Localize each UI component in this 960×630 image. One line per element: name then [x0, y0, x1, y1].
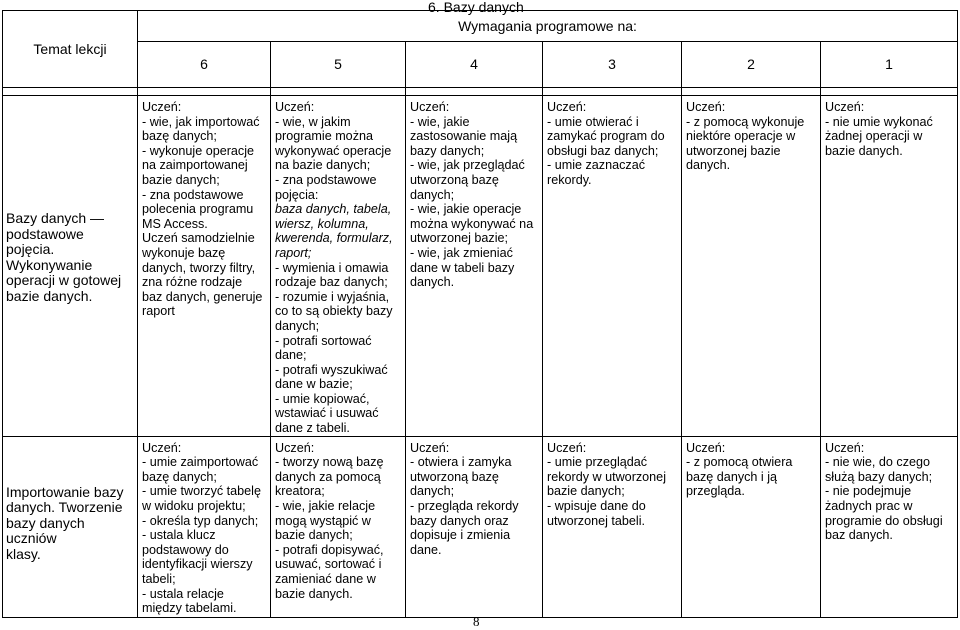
student-label: Uczeń: [275, 100, 315, 114]
requirement-cell [138, 436, 271, 617]
topic-line: klasy. [6, 546, 41, 563]
requirement-line: - umie otwierać i zamykać program do obsługi baz danych; [547, 114, 665, 158]
requirement-line: - ustala klucz podstawowy do identyfikacji wierszy tabeli; [142, 528, 253, 586]
requirement-line: - wie, jakie zastosowanie mają bazy danych; [410, 114, 518, 158]
requirement-text [682, 96, 820, 173]
student-label: Uczeń: [686, 100, 726, 114]
requirement-line: - potrafi dopisywać, usuwać, sortować i zamieniać dane w bazie danych. [275, 542, 384, 601]
requirement-line: - tworzy nową bazę danych za pomocą kreatora; [275, 455, 384, 499]
level-6-header: 6 [138, 41, 271, 87]
spacer-cell [821, 88, 958, 96]
requirement-text [138, 96, 270, 319]
spacer-cell [406, 88, 543, 96]
requirement-line: - umie zaimportować bazę danych; [142, 455, 259, 484]
topic-line: Bazy danych — [6, 210, 105, 226]
requirement-line: - nie wie, do czego służą bazy danych; [825, 455, 933, 484]
requirement-line: - otwiera i zamyka utworzoną bazę danych; [410, 455, 512, 499]
requirement-cell [543, 96, 682, 437]
topic-line: danych. Tworzenie [6, 499, 123, 516]
student-label: Uczeń: [410, 440, 450, 455]
requirement-line: - wie, jak przeglądać utworzoną bazę danych; [410, 158, 525, 202]
requirement-line: - nie umie wykonać żadnej operacji w bazie danych. [825, 114, 933, 158]
requirement-text [821, 437, 957, 543]
requirement-line: - umie przeglądać rekordy w utworzonej bazie danych; [547, 455, 666, 499]
requirement-line: - wymienia i omawia rodzaje baz danych; [275, 260, 389, 290]
student-label: Uczeń: [547, 100, 587, 114]
topic-line: Wykonywanie [6, 256, 93, 273]
requirement-line: Uczeń samodzielnie wykonuje bazę danych, tworzy filtry, zna różne rodzaje baz danych, generuje raport [142, 231, 263, 319]
topic-cell [3, 96, 138, 437]
topic-header: Temat lekcji [3, 11, 138, 88]
requirement-cell [406, 96, 543, 437]
level-4-header: 4 [406, 41, 543, 87]
requirement-line: - przegląda rekordy bazy danych oraz dopisuje i zmienia dane. [410, 499, 519, 557]
level-2-header: 2 [682, 41, 821, 87]
requirement-cell [821, 96, 958, 437]
level-3-header: 3 [543, 41, 682, 87]
level-5-header: 5 [271, 41, 406, 87]
requirement-cell [271, 96, 406, 437]
spacer-cell [3, 88, 138, 96]
requirement-text [543, 437, 681, 529]
topic-line: podstawowe pojęcia. [6, 225, 84, 258]
requirement-line: - wie, w jakim programie można wykonywać operacje na bazie danych; [275, 114, 392, 173]
requirement-text [138, 437, 270, 616]
requirements-header: Wymagania programowe na: [138, 11, 958, 42]
requirement-cell [406, 436, 543, 617]
requirement-line: - wie, jak zmieniać dane w tabeli bazy danych. [410, 245, 515, 290]
requirement-line: - nie podejmuje żadnych prac w programie do obsługi baz danych. [825, 484, 943, 543]
requirement-text [406, 437, 542, 558]
requirement-line: - z pomocą otwiera bazę danych i ją przegląda. [686, 455, 793, 499]
topic-line: bazie danych. [6, 287, 93, 304]
requirement-line: - rozumie i wyjaśnia, co to są obiekty bazy danych; [275, 289, 393, 333]
topic-text [3, 96, 137, 305]
requirement-line: - wpisuje dane do utworzonej tabeli. [547, 499, 646, 528]
requirement-line: - wykonuje operacje na zaimportowanej bazie danych; [142, 143, 255, 187]
student-label: Uczeń: [410, 100, 450, 114]
table-row [3, 96, 958, 437]
topic-line: operacji w gotowej [6, 272, 122, 289]
requirement-cell [271, 436, 406, 617]
requirement-line: - umie zaznaczać rekordy. [547, 158, 645, 187]
requirements-table [2, 10, 958, 618]
level-1-header: 1 [821, 41, 958, 87]
requirement-line: - umie tworzyć tabelę w widoku projektu; [142, 484, 261, 514]
requirement-text [821, 96, 957, 158]
topic-cell [3, 436, 138, 617]
spacer-cell [138, 88, 271, 96]
student-label: Uczeń: [825, 440, 865, 455]
requirement-line: - potrafi wyszukiwać dane w bazie; [275, 362, 388, 392]
topic-line: Importowanie bazy [6, 483, 124, 500]
student-label: Uczeń: [825, 100, 865, 114]
requirement-line: - zna podstawowe polecenia programu MS Access. [142, 187, 254, 231]
requirement-line: - wie, jak importować bazę danych; [142, 114, 260, 144]
topic-line: bazy danych uczniów [6, 514, 85, 547]
requirement-text [682, 437, 820, 499]
requirement-text [271, 96, 405, 436]
requirement-cell [138, 96, 271, 437]
requirement-cell [821, 436, 958, 617]
topic-text [3, 437, 137, 563]
student-label: Uczeń: [142, 100, 182, 114]
page-number: 8 [473, 614, 480, 629]
requirement-cell [682, 96, 821, 437]
requirement-line: - umie kopiować, wstawiać i usuwać dane z tabeli. [275, 391, 379, 436]
student-label: Uczeń: [275, 440, 315, 455]
student-label: Uczeń: [547, 440, 587, 455]
spacer-cell [543, 88, 682, 96]
spacer-cell [682, 88, 821, 96]
terms-list: baza danych, tabela, wiersz, kolumna, kwerenda, formularz, raport; [275, 202, 393, 260]
requirement-line: - wie, jakie relacje mogą wystąpić w bazie danych; [275, 499, 376, 543]
chapter-title: 6. Bazy danych [428, 0, 524, 15]
student-label: Uczeń: [686, 440, 726, 455]
requirement-line: - z pomocą wykonuje niektóre operacje w utworzonej bazie danych. [686, 114, 805, 173]
requirement-cell [682, 436, 821, 617]
requirement-line: - wie, jakie operacje można wykonywać na utworzonej bazie; [410, 202, 534, 246]
requirement-text [543, 96, 681, 188]
requirement-line: - ustala relacje między tabelami. [142, 586, 237, 616]
student-label: Uczeń: [142, 440, 182, 455]
requirement-line: - zna podstawowe pojęcia: [275, 172, 377, 202]
requirement-line: - potrafi sortować dane; [275, 333, 372, 363]
requirement-text [406, 96, 542, 290]
table-row [3, 436, 958, 617]
requirement-text [271, 437, 405, 602]
requirement-cell [543, 436, 682, 617]
requirement-line: - określa typ danych; [142, 513, 259, 528]
spacer-cell [271, 88, 406, 96]
